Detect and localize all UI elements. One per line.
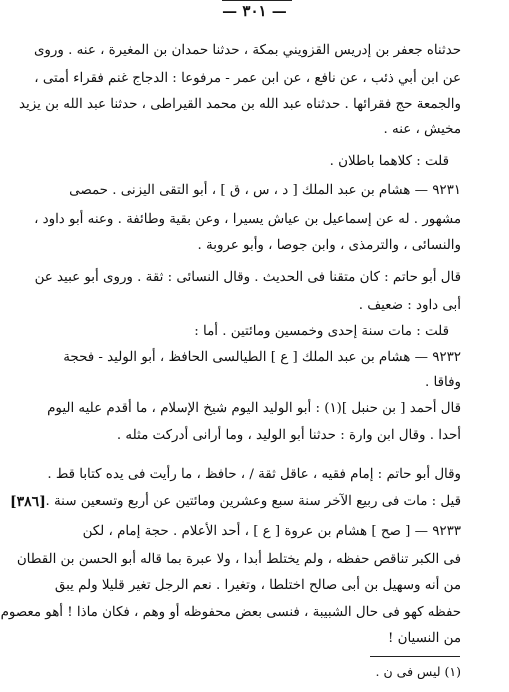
text-line: من النسيان ! (387, 631, 461, 646)
text-line: وفاقا . (425, 375, 461, 390)
text-line: فى الكبر تناقص حفظه ، ولم يختلط أبدا ، ولا عبرة بما قاله أبو الحسن بن القطان (16, 552, 461, 567)
text-line: عن ابن أبي ذئب ، عن نافع ، عن ابن عمر - مرفوعا : الدجاج غنم فقراء أمتى ، (34, 71, 461, 86)
text-line: حدثناه جعفر بن إدريس القزويني بمكة ، حدثنا حمدان بن المغيرة ، عنه . وروى (33, 43, 461, 58)
text-line: قال أحمد [ بن حنبل ](١) : أبو الوليد اليوم شيخ الإسلام ، ما أقدم عليه اليوم (47, 401, 461, 416)
text-line: قال أبو حاتم : كان متقنا فى الحديث . وقال النسائى : ثقة . وروى أبو عبيد عن (34, 270, 461, 285)
text-line: مشهور . له عن إسماعيل بن عياش يسيرا ، وعن بقية وطائفة . وعنه أبو داود ، (34, 212, 461, 227)
text-line: قلت : مات سنة إحدى وخمسين ومائتين . أما : (194, 324, 449, 339)
entry-9231-line: ٩٢٣١ — هشام بن عبد الملك [ د ، س ، ق ] ، أبو التقى اليزنى . حمصى (69, 183, 461, 198)
entry-9233-line: ٩٢٣٣ — [ صح ] هشام بن عروة [ ع ] ، أحد الأعلام . حجة إمام ، لكن (82, 524, 461, 539)
text-line: أبى داود : ضعيف . (358, 298, 461, 313)
page-number-rule (222, 0, 292, 1)
entry-9232-line: ٩٢٣٢ — هشام بن عبد الملك [ ع ] الطيالسى الحافظ ، أبو الوليد - فحجة (63, 350, 461, 365)
footnote: (١) ليس فى ن . (375, 664, 461, 679)
page-number: — ٣٠١ — (222, 2, 287, 20)
text-line: أحدا . وقال ابن وارة : حدثنا أبو الوليد ، وما أرانى أدركت مثله . (116, 428, 461, 443)
footnote-rule (370, 656, 460, 657)
text-line: قيل : مات فى ربيع الآخر سنة سبع وعشرين ومائتين عن أربع وتسعين سنة . (45, 494, 461, 509)
text-line: والنسائى ، والترمذى ، وابن جوصا ، وأبو عروبة . (197, 238, 461, 253)
text-line: حفظه كهو فى حال الشبيبة ، فنسى بعض محفوظه أو وهم ، فكان ماذا ! أهو معصوم (0, 605, 461, 620)
text-line: والجمعة حج فقرائها . حدثناه عبد الله بن محمد القيراطى ، حدثنا عبد الله بن يزيد (18, 97, 461, 112)
text-line: من أنه وسهيل بن أبى صالح اختلطا ، وتغيرا . نعم الرجل تغير قليلا ولم يبق (54, 578, 461, 593)
text-line: مخيش ، عنه . (383, 122, 461, 137)
margin-page-reference: [٣٨٦] (10, 494, 46, 510)
text-line: قلت : كلاهما باطلان . (329, 154, 449, 169)
text-line: وقال أبو حاتم : إمام فقيه ، عاقل ثقة / ، حافظ ، ما رأيت فى يده كتابا قط . (47, 467, 461, 482)
